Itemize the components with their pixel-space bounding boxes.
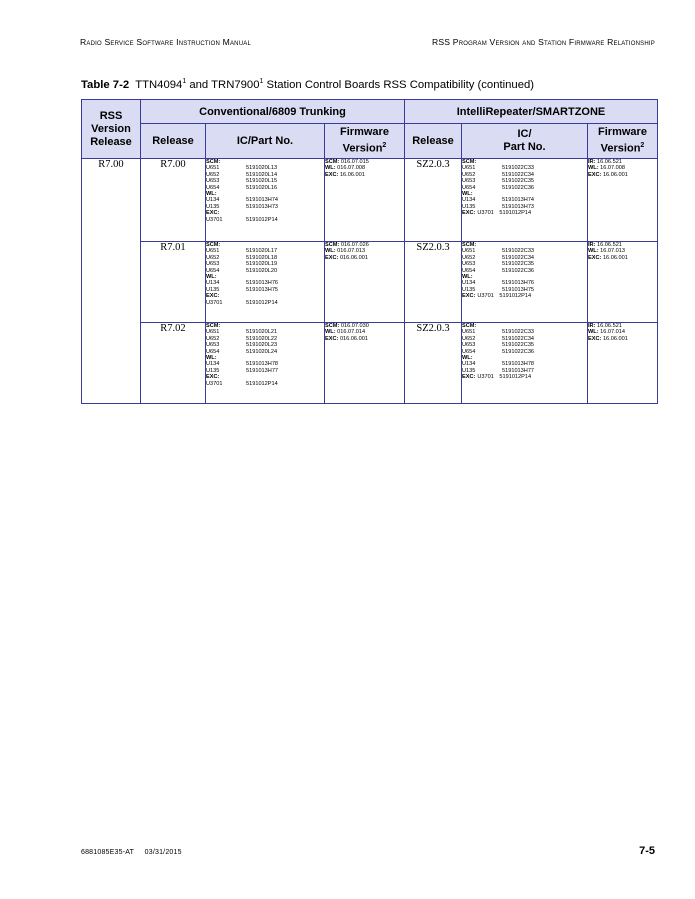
- firmware-line: [325, 336, 404, 342]
- ic-part-number: 5191013H75: [246, 286, 279, 293]
- rss-header-line2: Version: [91, 122, 131, 135]
- conv-firmware-header: [325, 124, 405, 159]
- firmware-label: SCM:: [325, 159, 340, 165]
- ic-part-number: 5191020L18: [246, 254, 278, 261]
- ic-label: EXC:: [206, 374, 220, 381]
- ic-label: EXC:: [462, 293, 476, 300]
- firmware-value: 016.07.008: [337, 165, 366, 172]
- ic-label: U3701: [206, 299, 223, 306]
- firmware-value: 16.06.001: [602, 254, 628, 261]
- firmware-line: [325, 172, 404, 178]
- ic-label: U134: [206, 361, 220, 368]
- firmware-label: SCM:: [325, 323, 340, 329]
- page-number: 7-5: [639, 845, 655, 857]
- ic-label: U652: [462, 171, 476, 178]
- ic-part-number: 5191022C33: [502, 329, 535, 336]
- ic-label: U654: [462, 267, 476, 274]
- ic-label: U653: [462, 178, 476, 185]
- ic-line: [462, 293, 587, 299]
- ic-label: WL:: [206, 191, 217, 198]
- ic-label: U135: [462, 286, 476, 293]
- ic-part-number: 5191013H74: [502, 197, 535, 204]
- ic-part-number: 5191022C35: [502, 261, 535, 268]
- caption-text-a: TTN4094: [135, 78, 183, 91]
- rss-version-cell: R7.00: [82, 159, 141, 404]
- sz-firmware-cell: [588, 159, 658, 242]
- ic-line: [206, 381, 324, 387]
- ic-part-number: 5191022C34: [502, 335, 535, 342]
- firmware-label: WL:: [325, 248, 336, 255]
- ic-part-number: 5191020L15: [246, 178, 278, 185]
- caption-sup-a: 1: [182, 78, 187, 85]
- ic-label: U651: [462, 329, 476, 336]
- caption-text-b: and TRN7900: [186, 78, 260, 91]
- running-header-right: RSS Program Version and Station Firmware Relationship: [431, 37, 655, 47]
- sz-version-text: Version: [600, 142, 641, 155]
- ic-label: U135: [206, 286, 220, 293]
- ic-part-number: 5191022C36: [502, 267, 535, 274]
- ic-part-number: 5191013H75: [502, 286, 535, 293]
- sz-firmware-label: Firmware: [598, 126, 647, 139]
- ic-label: U651: [206, 165, 220, 172]
- firmware-value: 16.06.001: [602, 171, 628, 178]
- firmware-value: 016.07.026: [340, 242, 369, 248]
- ic-inline-label: U3701: [477, 210, 494, 217]
- conv-release-cell: R7.02: [141, 323, 206, 404]
- ic-part-number: 5191022C36: [502, 184, 535, 191]
- ic-part-number: 5191022C35: [502, 178, 535, 185]
- table-row: [82, 159, 658, 242]
- ic-part-number: 5191020L14: [246, 171, 278, 178]
- conv-version-sup: 2: [382, 142, 387, 150]
- firmware-label: IR:: [588, 323, 596, 329]
- firmware-value: 16.06.001: [339, 171, 365, 178]
- firmware-label: EXC:: [325, 335, 339, 342]
- sz-release-header: Release: [405, 124, 462, 159]
- ic-label: U134: [462, 197, 476, 204]
- ic-label: U134: [462, 280, 476, 287]
- ic-label: U135: [462, 367, 476, 374]
- ic-part-number: 5191012P14: [499, 293, 532, 300]
- conv-version-text: Version: [342, 142, 383, 155]
- table-caption: [81, 78, 534, 91]
- ic-part-number: 5191020L24: [246, 348, 278, 355]
- ic-label: U651: [462, 165, 476, 172]
- ic-label: WL:: [206, 355, 217, 362]
- firmware-label: EXC:: [325, 171, 339, 178]
- ic-line: [462, 210, 587, 216]
- conv-firmware-cell: [325, 159, 405, 242]
- ic-label: WL:: [206, 274, 217, 281]
- firmware-value: 016.06.001: [339, 335, 368, 342]
- ic-label: U653: [206, 342, 220, 349]
- ic-label: U134: [462, 361, 476, 368]
- ic-line: [206, 217, 324, 223]
- table-row: [82, 242, 658, 323]
- ic-part-number: 5191020L19: [246, 261, 278, 268]
- ic-label: U654: [462, 348, 476, 355]
- ic-part-number: 5191020L23: [246, 342, 278, 349]
- ic-label: WL:: [462, 191, 473, 198]
- ic-part-number: 5191022C33: [502, 248, 535, 255]
- ic-label: EXC:: [206, 293, 220, 300]
- ic-label: U652: [206, 171, 220, 178]
- firmware-label: IR:: [588, 159, 596, 165]
- ic-inline-label: U3701: [477, 374, 494, 381]
- ic-label: EXC:: [206, 210, 220, 217]
- intelli-group-header: IntelliRepeater/SMARTZONE: [405, 100, 658, 124]
- ic-label: U652: [462, 335, 476, 342]
- rss-header-line3: Release: [90, 135, 132, 148]
- firmware-label: IR:: [588, 242, 596, 248]
- ic-part-number: 5191020L21: [246, 329, 278, 336]
- firmware-label: SCM:: [325, 242, 340, 248]
- ic-label: EXC:: [462, 210, 476, 217]
- ic-part-number: 5191013H76: [502, 280, 535, 287]
- ic-label: EXC:: [462, 374, 476, 381]
- ic-label: U652: [206, 254, 220, 261]
- ic-part-number: 5191013H74: [246, 197, 279, 204]
- sz-ic-header: [462, 124, 588, 159]
- ic-label: U651: [206, 248, 220, 255]
- sz-firmware-cell: [588, 323, 658, 404]
- ic-part-number: 5191012P14: [499, 374, 532, 381]
- conv-release-header: Release: [141, 124, 206, 159]
- firmware-value: 16.06.521: [597, 242, 622, 248]
- ic-label: SCM:: [462, 242, 477, 248]
- ic-part-number: 5191020L13: [246, 165, 278, 172]
- ic-label: U651: [462, 248, 476, 255]
- ic-label: U653: [206, 178, 220, 185]
- ic-label: U653: [206, 261, 220, 268]
- ic-inline-label: U3701: [477, 293, 494, 300]
- ic-label: U654: [206, 348, 220, 355]
- firmware-label: WL:: [588, 165, 599, 172]
- firmware-value: 16.07.013: [600, 248, 626, 255]
- ic-label: U653: [462, 342, 476, 349]
- sz-release-cell: SZ2.0.3: [405, 242, 462, 323]
- firmware-label: EXC:: [588, 335, 602, 342]
- caption-text-c: Station Control Boards RSS Compatibility (continued): [263, 78, 535, 91]
- firmware-line: [588, 255, 657, 261]
- firmware-line: [588, 336, 657, 342]
- ic-label: SCM:: [462, 159, 477, 165]
- ic-label: U134: [206, 197, 220, 204]
- sz-release-cell: SZ2.0.3: [405, 323, 462, 404]
- conventional-group-header: Conventional/6809 Trunking: [141, 100, 405, 124]
- ic-label: U654: [206, 184, 220, 191]
- firmware-label: EXC:: [588, 254, 602, 261]
- firmware-label: WL:: [588, 248, 599, 255]
- conv-ic-header: IC/Part No.: [206, 124, 325, 159]
- firmware-label: WL:: [588, 329, 599, 336]
- table-number: Table 7-2: [81, 78, 130, 91]
- firmware-value: 016.07.013: [337, 248, 366, 255]
- conv-ic-cell: [206, 242, 325, 323]
- ic-line: [462, 374, 587, 380]
- compatibility-table: [81, 99, 658, 404]
- ic-part-number: 5191020L17: [246, 248, 278, 255]
- ic-part-number: 5191013H77: [502, 367, 535, 374]
- ic-label: U3701: [206, 380, 223, 387]
- conv-ic-cell: [206, 159, 325, 242]
- ic-label: U135: [206, 367, 220, 374]
- conv-version-label: [325, 139, 404, 156]
- firmware-line: [325, 255, 404, 261]
- sz-ic-header-line1: IC/: [517, 128, 532, 140]
- ic-label: WL:: [462, 355, 473, 362]
- running-header-left: Radio Service Software Instruction Manual: [80, 37, 251, 47]
- sz-ic-cell: [462, 323, 588, 404]
- ic-label: SCM:: [206, 159, 221, 165]
- firmware-label: EXC:: [588, 171, 602, 178]
- ic-part-number: 5191020L16: [246, 184, 278, 191]
- ic-label: U135: [462, 203, 476, 210]
- sz-firmware-cell: [588, 242, 658, 323]
- document-number: 6881085E35-AT 03/31/2015: [81, 849, 182, 856]
- rss-version-header: [82, 100, 141, 159]
- sz-ic-header-line2: Part No.: [503, 141, 546, 153]
- ic-part-number: 5191012P14: [246, 299, 278, 306]
- ic-label: SCM:: [206, 242, 221, 248]
- table-row: [82, 323, 658, 404]
- ic-label: U134: [206, 280, 220, 287]
- ic-label: U652: [462, 254, 476, 261]
- sz-release-cell: SZ2.0.3: [405, 159, 462, 242]
- ic-part-number: 5191013H76: [246, 280, 279, 287]
- ic-part-number: 5191022C36: [502, 348, 535, 355]
- conv-firmware-cell: [325, 242, 405, 323]
- firmware-value: 16.06.001: [602, 335, 628, 342]
- sz-version-sup: 2: [640, 142, 645, 150]
- ic-part-number: 5191020L20: [246, 267, 278, 274]
- firmware-value: 16.06.521: [597, 323, 622, 329]
- ic-part-number: 5191013H73: [246, 203, 279, 210]
- firmware-value: 16.07.008: [600, 165, 626, 172]
- ic-label: U3701: [206, 216, 223, 223]
- ic-label: U653: [462, 261, 476, 268]
- caption-sup-b: 1: [259, 78, 264, 85]
- ic-part-number: 5191022C35: [502, 342, 535, 349]
- sz-version-label: [588, 139, 657, 156]
- firmware-line: [588, 172, 657, 178]
- firmware-value: 016.07.030: [340, 323, 369, 329]
- ic-label: U135: [206, 203, 220, 210]
- firmware-label: EXC:: [325, 254, 339, 261]
- ic-label: U651: [206, 329, 220, 336]
- ic-label: SCM:: [462, 323, 477, 329]
- sz-firmware-header: [588, 124, 658, 159]
- ic-label: U654: [206, 267, 220, 274]
- firmware-value: 016.07.015: [340, 159, 369, 165]
- sz-ic-cell: [462, 242, 588, 323]
- ic-part-number: 5191022C34: [502, 254, 535, 261]
- rss-header-line1: RSS: [99, 109, 123, 122]
- ic-label: U654: [462, 184, 476, 191]
- ic-part-number: 5191013H77: [246, 367, 279, 374]
- firmware-value: 16.06.521: [597, 159, 622, 165]
- ic-part-number: 5191022C34: [502, 171, 535, 178]
- ic-label: SCM:: [206, 323, 221, 329]
- conv-firmware-cell: [325, 323, 405, 404]
- ic-part-number: 5191012P14: [246, 216, 278, 223]
- conv-release-cell: R7.01: [141, 242, 206, 323]
- firmware-label: WL:: [325, 165, 336, 172]
- ic-part-number: 5191013H73: [502, 203, 535, 210]
- ic-label: WL:: [462, 274, 473, 281]
- ic-line: [206, 300, 324, 306]
- firmware-value: 016.06.001: [339, 254, 368, 261]
- firmware-value: 16.07.014: [600, 329, 626, 336]
- ic-part-number: 5191013H78: [246, 361, 279, 368]
- ic-part-number: 5191013H78: [502, 361, 535, 368]
- ic-part-number: 5191012P14: [246, 380, 278, 387]
- firmware-label: WL:: [325, 329, 336, 336]
- conv-ic-cell: [206, 323, 325, 404]
- ic-part-number: 5191020L22: [246, 335, 278, 342]
- ic-label: U652: [206, 335, 220, 342]
- conv-release-cell: R7.00: [141, 159, 206, 242]
- sz-ic-cell: [462, 159, 588, 242]
- ic-part-number: 5191022C33: [502, 165, 535, 172]
- conv-firmware-label: Firmware: [340, 126, 389, 139]
- firmware-value: 016.07.014: [337, 329, 366, 336]
- ic-part-number: 5191012P14: [499, 210, 532, 217]
